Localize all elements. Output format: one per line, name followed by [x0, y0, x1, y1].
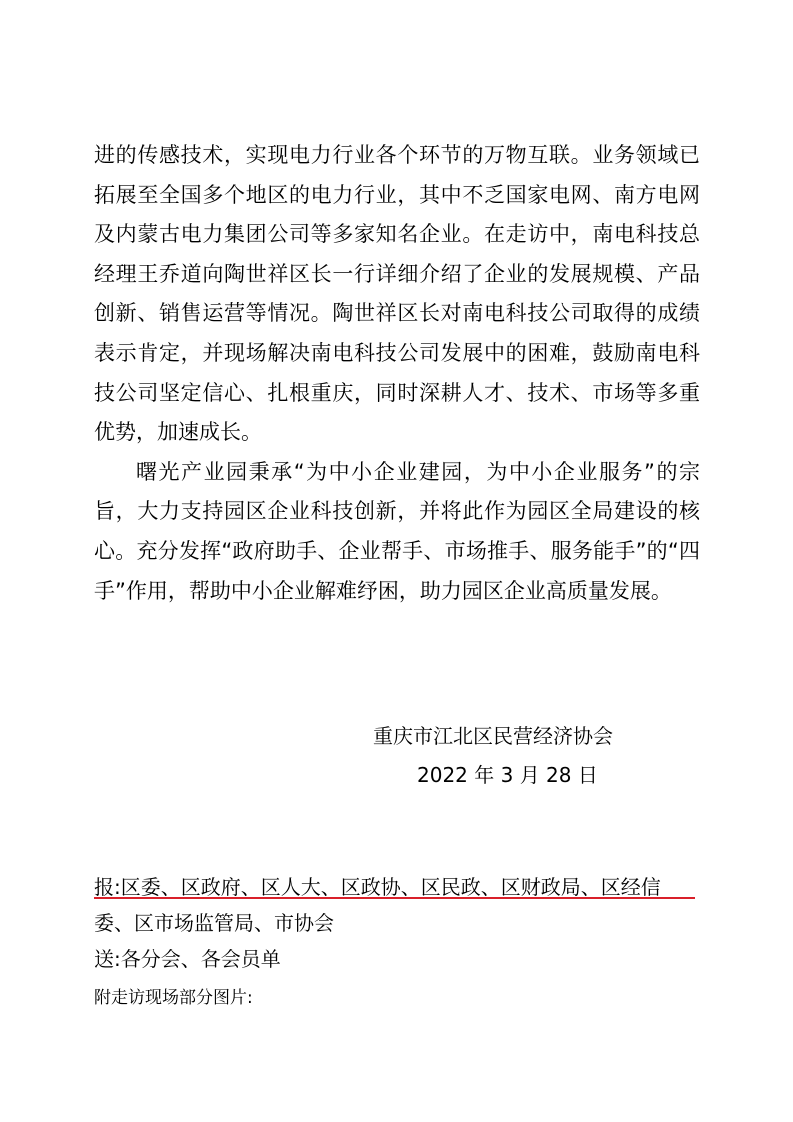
red-divider-line — [94, 897, 695, 899]
report-recipients — [94, 869, 700, 941]
report-line-2: 委、区市场监管局、市协会 — [94, 911, 334, 935]
signature-date: 2022 年 3 月 28 日 — [417, 763, 598, 787]
body-paragraph-2: 曙光产业园秉承“为中小企业建园，为中小企业服务”的宗旨，大力支持园区企业科技创新，并将此作为园区全局建设的核心。充分发挥“政府助手、企业帮手、市场推手、服务能手”的“四手”作用，帮助中小企业解难纾困，助力园区企业高质量发展。 — [94, 459, 700, 603]
report-line-1: 报:区委、区政府、区人大、区政协、区民政、区财政局、区经信 — [94, 875, 661, 899]
send-recipients: 送:各分会、各会员单 — [94, 947, 281, 971]
body-text — [94, 136, 700, 611]
signature-organization: 重庆市江北区民营经济协会 — [373, 724, 613, 748]
body-paragraph-1: 进的传感技术，实现电力行业各个环节的万物互联。业务领域已拓展至全国多个地区的电力行业，其中不乏国家电网、南方电网及内蒙古电力集团公司等多家知名企业。在走访中，南电科技总经理王乔道向陶世祥区长一行详细介绍了企业的发展规模、产品创新、销售运营等情况。陶世祥区长对南电科技公司取得的成绩表示肯定，并现场解决南电科技公司发展中的困难，鼓励南电科技公司坚定信心、扎根重庆，同时深耕人才、技术、市场等多重优势，加速成长。 — [94, 143, 700, 445]
attachment-note: 附走访现场部分图片: — [94, 988, 253, 1008]
